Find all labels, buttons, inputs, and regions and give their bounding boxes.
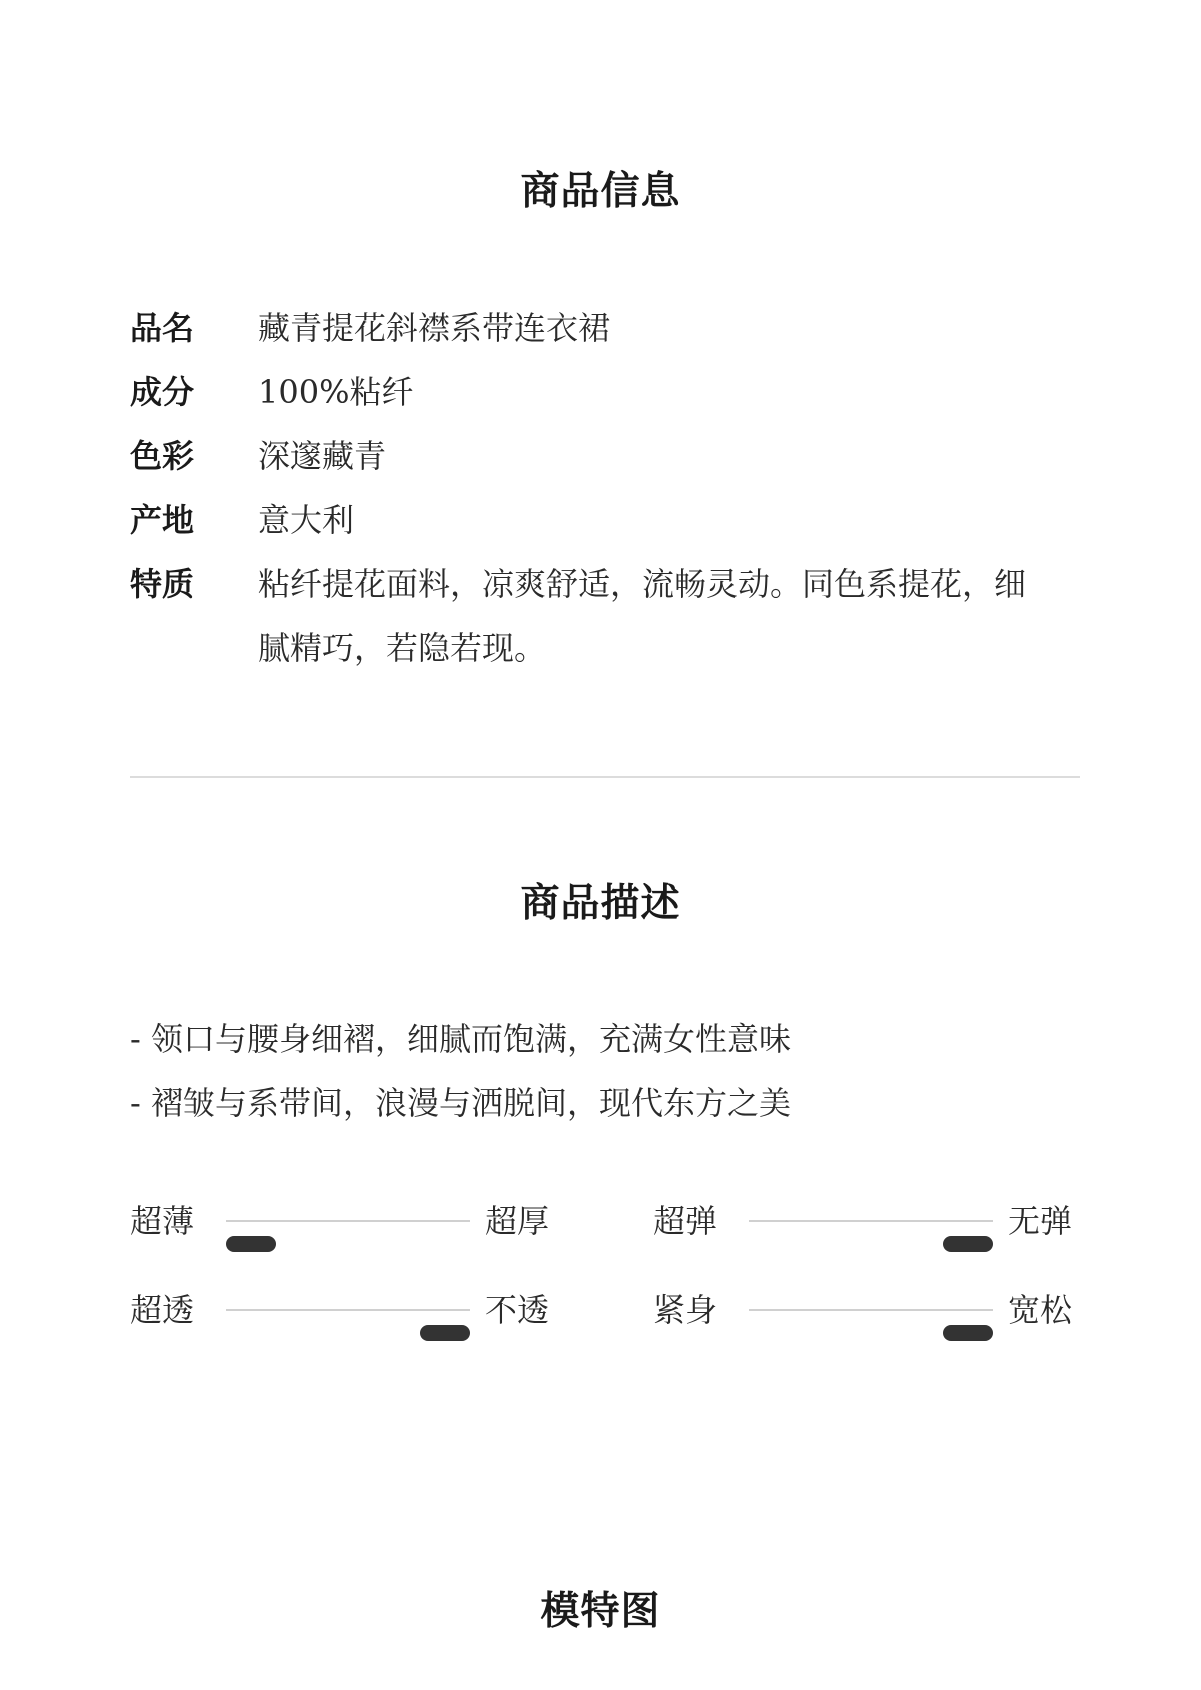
attr-right-label: 超厚	[485, 1202, 550, 1240]
attr-left-label: 超弹	[653, 1202, 718, 1240]
attr-right-label: 宽松	[1008, 1291, 1073, 1329]
attr-transparency	[130, 1286, 610, 1334]
product-description-title: 商品描述	[520, 880, 681, 926]
attr-track	[226, 1220, 470, 1222]
attr-right-label: 不透	[485, 1291, 550, 1329]
attr-knob	[943, 1325, 993, 1341]
attr-elasticity	[653, 1197, 1133, 1245]
info-label: 品名	[130, 309, 195, 347]
attr-fit	[653, 1286, 1133, 1334]
attr-knob	[420, 1325, 470, 1341]
attr-right-label: 无弹	[1008, 1202, 1073, 1240]
description-line: - 褶皱与系带间，浪漫与洒脱间，现代东方之美	[130, 1084, 791, 1122]
attr-left-label: 紧身	[653, 1291, 718, 1329]
attr-knob	[943, 1236, 993, 1252]
description-line: - 领口与腰身细褶，细腻而饱满，充满女性意味	[130, 1020, 791, 1058]
product-info-title: 商品信息	[520, 168, 681, 214]
info-value: 意大利	[258, 501, 355, 539]
info-value: 藏青提花斜襟系带连衣裙	[258, 309, 611, 347]
info-value: 深邃藏青	[258, 437, 387, 475]
attr-track	[749, 1220, 993, 1222]
section-divider	[130, 776, 1080, 778]
attr-thickness	[130, 1197, 610, 1245]
attr-left-label: 超薄	[130, 1202, 195, 1240]
info-value: 粘纤提花面料，凉爽舒适，流畅灵动。同色系提花，细腻精巧，若隐若现。	[258, 565, 1027, 667]
info-value: 100%粘纤	[258, 373, 414, 411]
attr-knob	[226, 1236, 276, 1252]
attr-track	[749, 1309, 993, 1311]
info-label: 产地	[130, 501, 195, 539]
attr-track	[226, 1309, 470, 1311]
model-section-title: 模特图	[540, 1588, 661, 1634]
info-label: 特质	[130, 565, 195, 603]
info-label: 色彩	[130, 437, 195, 475]
info-label: 成分	[130, 373, 195, 411]
attr-left-label: 超透	[130, 1291, 195, 1329]
